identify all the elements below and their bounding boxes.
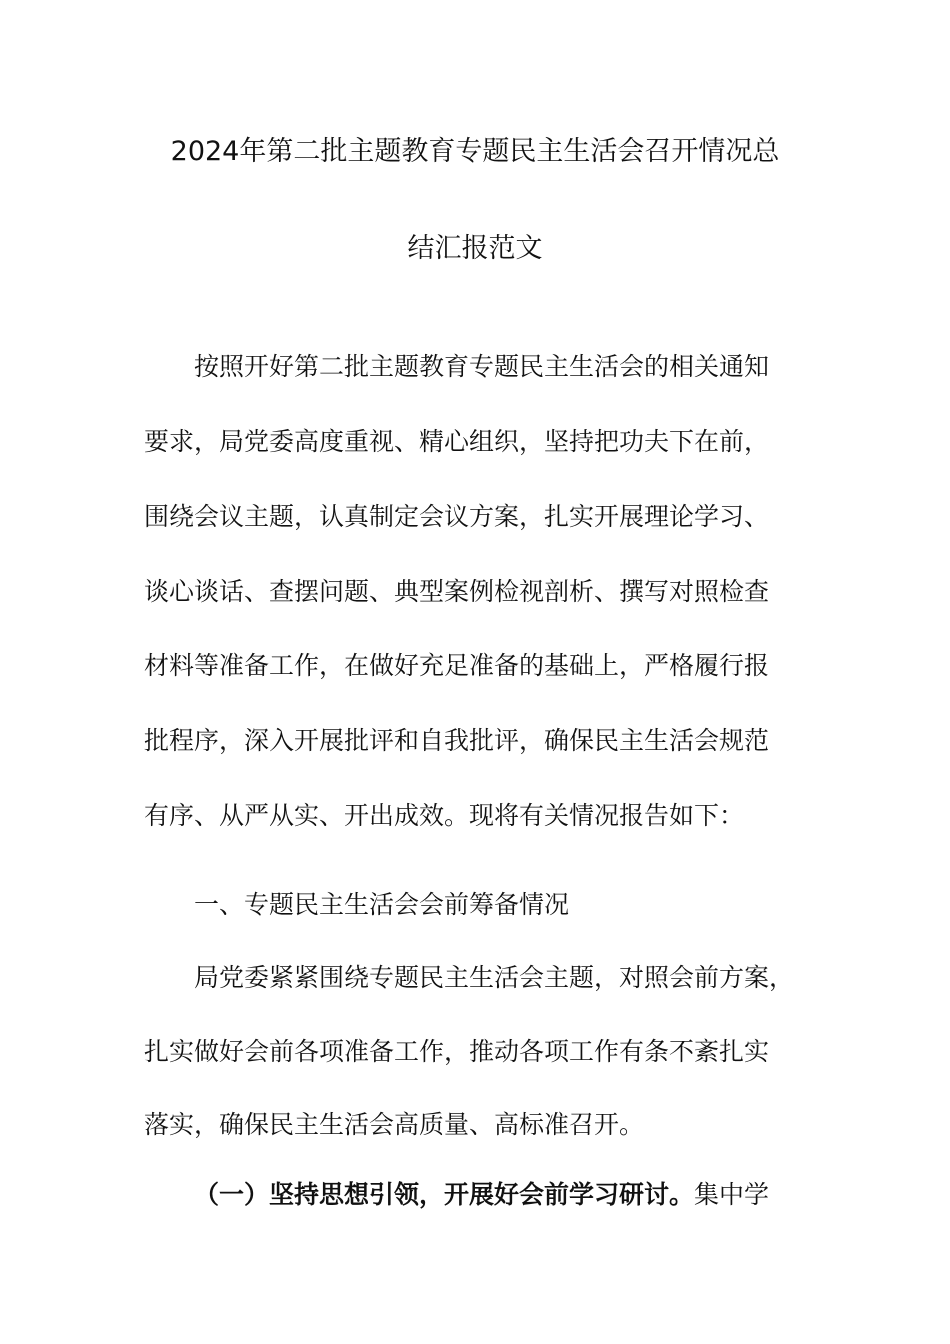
paragraph-1-line-3: 围绕会议主题，认真制定会议方案，扎实开展理论学习、 (144, 502, 770, 531)
paragraph-1-line-4: 谈心谈话、查摆问题、典型案例检视剖析、撰写对照检查 (144, 577, 770, 606)
paragraph-1-line-1: 按照开好第二批主题教育专题民主生活会的相关通知 (194, 352, 770, 381)
paragraph-2-line-2: 扎实做好会前各项准备工作，推动各项工作有条不紊扎实 (144, 1037, 770, 1066)
subsection-1-heading: （一）坚持思想引领，开展好会前学习研讨。 (194, 1180, 695, 1209)
subsection-1-line (194, 1180, 874, 1210)
document-title-line-2: 结汇报范文 (407, 233, 543, 264)
paragraph-1-line-5: 材料等准备工作，在做好充足准备的基础上，严格履行报 (144, 651, 770, 680)
document-title-line-1: 2024年第二批主题教育专题民主生活会召开情况总 (170, 136, 780, 167)
paragraph-1-line-6: 批程序，深入开展批评和自我批评，确保民主生活会规范 (144, 726, 770, 755)
paragraph-1-line-2: 要求，局党委高度重视、精心组织，坚持把功夫下在前， (144, 427, 770, 456)
subsection-1-text: 集中学 (694, 1180, 770, 1209)
paragraph-2-line-1: 局党委紧紧围绕专题民主生活会主题，对照会前方案， (194, 963, 795, 992)
paragraph-2-line-3: 落实，确保民主生活会高质量、高标准召开。 (144, 1110, 645, 1139)
paragraph-1-line-7: 有序、从严从实、开出成效。现将有关情况报告如下： (144, 801, 745, 830)
section-1-heading: 一、专题民主生活会会前筹备情况 (194, 890, 570, 919)
